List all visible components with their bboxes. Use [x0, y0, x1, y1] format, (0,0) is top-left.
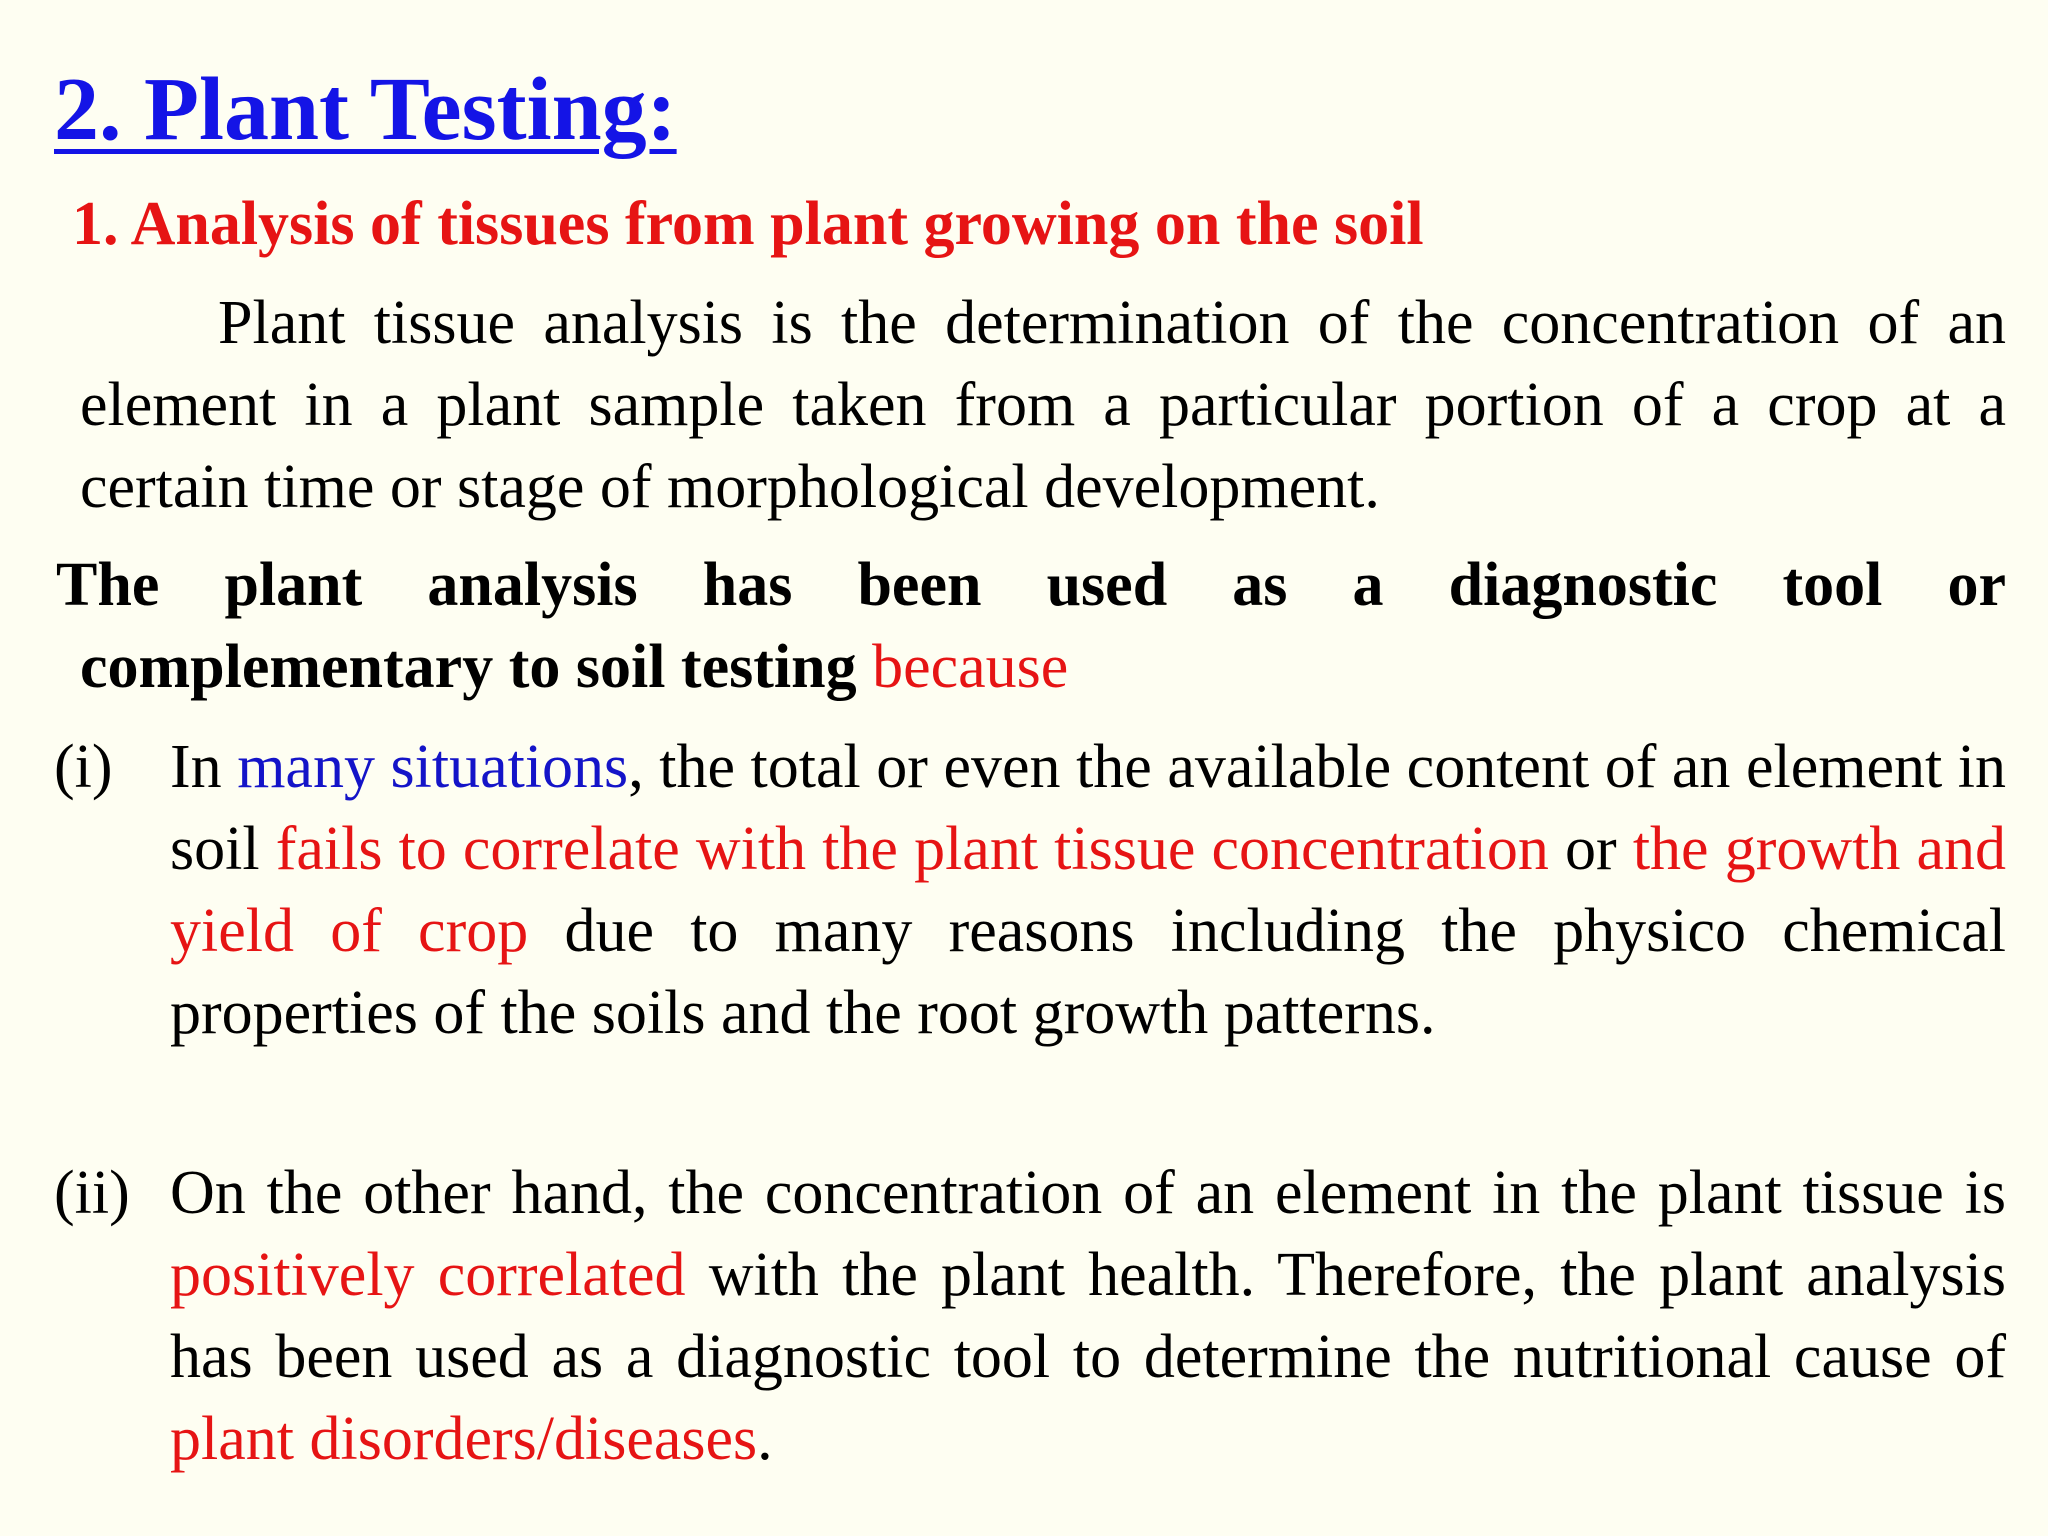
- text-run: or: [1548, 815, 1633, 883]
- statement-paragraph: [56, 544, 2006, 708]
- statement-line-2: [56, 626, 2006, 708]
- definition-paragraph: [80, 282, 2006, 528]
- section-subheading: 1. Analysis of tissues from plant growing on the soil: [72, 190, 1424, 258]
- highlight-red-text: positively correlated: [170, 1241, 686, 1309]
- statement-red-text: because: [872, 633, 1069, 701]
- statement-bold-text: complementary to soil testing: [80, 633, 857, 701]
- list-item-text: [170, 726, 2006, 1054]
- list-item-text: [170, 1152, 2006, 1480]
- list-marker: (i): [54, 733, 113, 801]
- text-run: due to many reasons including the physico chemical properties of the soils and the root growth patterns.: [170, 897, 2006, 1047]
- definition-text: Plant tissue analysis is the determination of the concentration of an element in a plant sample taken from a particular portion of a crop at a certain time or stage of morphological development.: [80, 289, 2006, 521]
- list-item-i: [54, 726, 2006, 1054]
- statement-line-1: The plant analysis has been used as a diagnostic tool or: [56, 551, 2006, 619]
- text-run: .: [757, 1405, 773, 1473]
- list-item-ii: [54, 1152, 2006, 1480]
- highlight-red-text: plant disorders/diseases: [170, 1405, 758, 1473]
- slide-title: 2. Plant Testing:: [54, 60, 677, 159]
- highlight-blue-text: many situations: [237, 733, 629, 801]
- highlight-red-text: fails to correlate with the plant tissue concentration: [275, 815, 1549, 883]
- text-run: In: [170, 733, 238, 801]
- text-run: with the plant health. Therefore, the plant analysis has been used as a diagnostic tool to determine the nutritional cause of: [170, 1241, 2006, 1391]
- list-marker: (ii): [54, 1159, 130, 1227]
- text-run: , the total or even the available content of an element in soil: [170, 733, 2006, 883]
- highlight-red-text: the growth and yield of crop: [170, 815, 2006, 965]
- text-run: On the other hand, the concentration of an element in the plant tissue is: [170, 1159, 2006, 1227]
